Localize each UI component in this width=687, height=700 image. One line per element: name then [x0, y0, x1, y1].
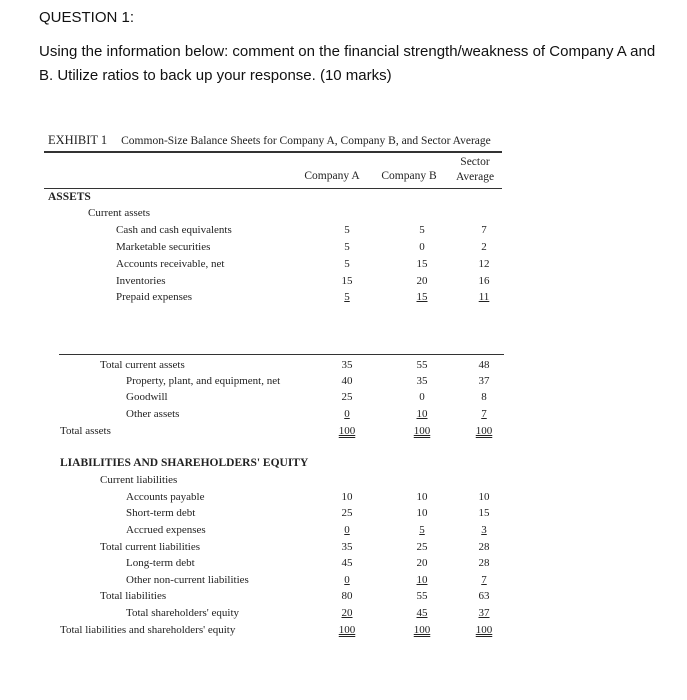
cell-company-a: 0 [344, 524, 350, 536]
cell-company-a: 45 [341, 557, 353, 569]
cell-sector-average: 8 [481, 391, 487, 403]
cell-company-a: 100 [338, 425, 356, 437]
cell-sector-average: 10 [478, 491, 490, 503]
cell-sector-average: 3 [481, 524, 487, 536]
cell-sector-average: 12 [478, 258, 490, 270]
cell-company-b: 0 [419, 241, 425, 253]
cell-company-a: 25 [341, 391, 353, 403]
cell-company-b: 10 [416, 491, 428, 503]
cell-company-b: 5 [419, 224, 425, 236]
row-label: Total current liabilities [100, 541, 201, 553]
cell-company-a: 35 [341, 359, 353, 371]
row-label: Marketable securities [116, 241, 211, 253]
cell-company-a: 5 [344, 258, 350, 270]
col-header-sector-line-2: Average [455, 171, 495, 183]
cell-company-a: 0 [344, 574, 350, 586]
row-label: Accrued expenses [126, 524, 206, 536]
cell-company-b: 55 [416, 359, 428, 371]
header-bottom-rule [44, 188, 502, 189]
col-header-sector-line-1: Sector [460, 156, 490, 168]
cell-company-a: 5 [344, 241, 350, 253]
cell-company-b: 10 [416, 408, 428, 420]
row-label: Prepaid expenses [116, 291, 193, 303]
row-label: Other assets [126, 408, 180, 420]
row-label: Other non-current liabilities [126, 574, 249, 586]
cell-company-a: 35 [341, 541, 353, 553]
col-header-company-a: Company A [304, 170, 360, 182]
cell-company-b: 0 [419, 391, 425, 403]
row-label: Current liabilities [100, 474, 178, 486]
cell-sector-average: 28 [478, 541, 490, 553]
cell-sector-average: 2 [481, 241, 487, 253]
cell-company-b: 100 [413, 425, 431, 437]
cell-company-b: 10 [416, 507, 428, 519]
cell-company-b: 20 [416, 557, 428, 569]
row-label: Total assets [60, 425, 111, 437]
cell-company-b: 10 [416, 574, 428, 586]
header-top-rule [44, 151, 502, 153]
row-label: Current assets [88, 207, 151, 219]
cell-sector-average: 48 [478, 359, 490, 371]
exhibit-caption: Common-Size Balance Sheets for Company A, Company B, and Sector Average [121, 135, 491, 147]
row-label: ASSETS [48, 191, 91, 203]
question-title: QUESTION 1: [39, 9, 135, 26]
cell-company-b: 15 [416, 258, 428, 270]
cell-company-b: 35 [416, 375, 428, 387]
exhibit-number: EXHIBIT 1 [48, 133, 108, 147]
cell-sector-average: 37 [478, 607, 490, 619]
cell-company-a: 25 [341, 507, 353, 519]
cell-company-a: 5 [344, 224, 350, 236]
cell-sector-average: 11 [478, 291, 490, 303]
exhibit-title [48, 133, 491, 148]
row-label: Total liabilities [100, 590, 167, 602]
row-label: LIABILITIES AND SHAREHOLDERS' EQUITY [60, 457, 309, 469]
row-label: Accounts payable [126, 491, 205, 503]
cell-sector-average: 7 [481, 574, 487, 586]
cell-company-b: 25 [416, 541, 428, 553]
cell-company-a: 20 [341, 607, 353, 619]
row-label: Cash and cash equivalents [116, 224, 232, 236]
cell-company-b: 15 [416, 291, 428, 303]
cell-sector-average: 16 [478, 275, 490, 287]
row-label: Total liabilities and shareholders' equity [60, 624, 236, 636]
row-label: Long-term debt [126, 557, 195, 569]
row-label: Accounts receivable, net [116, 258, 225, 270]
cell-company-b: 5 [419, 524, 425, 536]
cell-sector-average: 15 [478, 507, 490, 519]
cell-sector-average: 100 [475, 624, 493, 636]
cell-company-a: 80 [341, 590, 353, 602]
cell-company-a: 15 [341, 275, 353, 287]
cell-company-b: 20 [416, 275, 428, 287]
cell-company-b: 55 [416, 590, 428, 602]
cell-company-b: 45 [416, 607, 428, 619]
cell-sector-average: 28 [478, 557, 490, 569]
col-header-company-b: Company B [381, 170, 437, 182]
cell-company-a: 40 [341, 375, 353, 387]
row-label: Property, plant, and equipment, net [126, 375, 281, 387]
row-label: Total current assets [100, 359, 185, 371]
question-text-line-2: B. Utilize ratios to back up your response. (10 marks) [39, 67, 392, 84]
row-label: Inventories [116, 275, 166, 287]
cell-company-a: 0 [344, 408, 350, 420]
question-text-line-1: Using the information below: comment on the financial strength/weakness of Company A and [39, 43, 656, 60]
row-label: Goodwill [126, 391, 168, 403]
row-label: Total shareholders' equity [126, 607, 240, 619]
row-label: Short-term debt [126, 507, 196, 519]
total-current-assets-rule [59, 354, 504, 355]
cell-company-a: 100 [338, 624, 356, 636]
cell-sector-average: 7 [481, 408, 487, 420]
cell-sector-average: 37 [478, 375, 490, 387]
cell-company-b: 100 [413, 624, 431, 636]
cell-sector-average: 63 [478, 590, 490, 602]
cell-company-a: 5 [344, 291, 350, 303]
cell-company-a: 10 [341, 491, 353, 503]
cell-sector-average: 100 [475, 425, 493, 437]
cell-sector-average: 7 [481, 224, 487, 236]
